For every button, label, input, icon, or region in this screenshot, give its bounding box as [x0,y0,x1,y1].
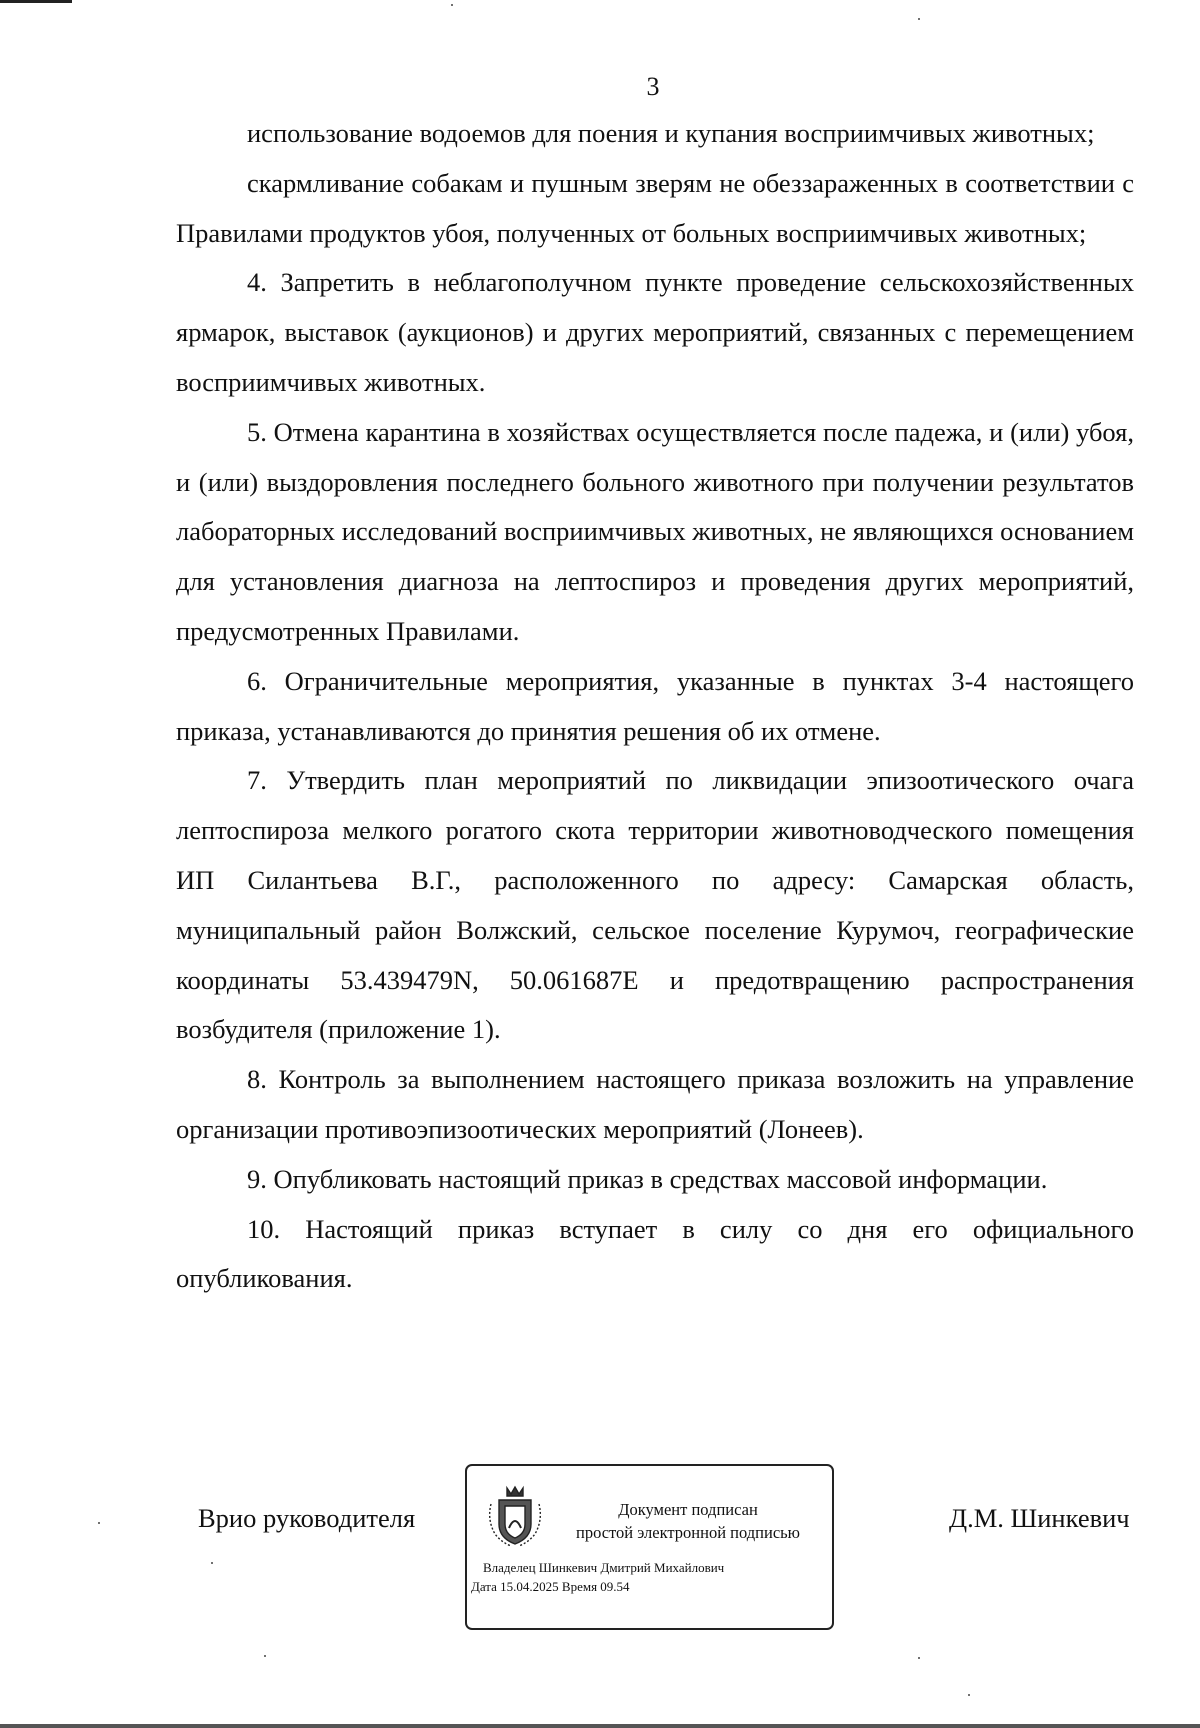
signatory-name: Д.М. Шинкевич [949,1503,1130,1533]
document-body [176,109,1134,1304]
stamp-date: Дата 15.04.2025 Время 09.54 [471,1579,630,1594]
paragraph: 5. Отмена карантина в хозяйствах осуществляется после падежа, и (или) убоя, и (или) выздоровления последнего больного животного при получении результатов лабораторных исследований восприимчивых животных, не являющихся основанием для установления диагноза на лептоспироз и проведения других мероприятий, предусмотренных Правилами. [176,416,1134,646]
paragraph: 6. Ограничительные мероприятия, указанные в пунктах 3-4 настоящего приказа, устанавливаются до принятия решения об их отмене. [176,665,1134,746]
scan-speck [918,1657,920,1659]
stamp-owner: Владелец Шинкевич Дмитрий Михайлович [483,1560,725,1575]
paragraph: 7. Утвердить план мероприятий по ликвидации эпизоотического очага лептоспироза мелкого рогатого скота территории животноводческого помещения ИП Силантьева В.Г., расположенного по адресу: Самарская область, муниципальный район Волжский, сельское поселение Курумоч, географические координаты 53.439479N, 50.061687E и предотвращению распространения возбудителя (приложение 1). [176,765,1134,1045]
scan-edge [0,1724,1200,1728]
paragraph: 9. Опубликовать настоящий приказ в средствах массовой информации. [247,1163,1048,1194]
paragraph: 4. Запретить в неблагополучном пункте проведение сельскохозяйственных ярмарок, выставок (аукционов) и других мероприятий, связанных с перемещением восприимчивых животных. [176,267,1134,397]
scan-speck [264,1655,266,1657]
paragraph: 10. Настоящий приказ вступает в силу со дня его официального опубликования. [176,1213,1134,1294]
page-number: 3 [646,72,660,101]
paragraph: 8. Контроль за выполнением настоящего приказа возложить на управление организации противоэпизоотических мероприятий (Лонеев). [176,1064,1134,1144]
stamp-title-line: Документ подписан [618,1500,758,1519]
paragraph: использование водоемов для поения и купания восприимчивых животных; [247,118,1095,148]
stamp-title [553,1498,823,1544]
stamp-title-line: простой электронной подписью [575,1523,800,1542]
scan-speck [451,4,453,6]
electronic-signature-stamp [465,1464,834,1630]
scan-edge [0,0,72,3]
signature-block [0,1463,1200,1633]
paragraph: скармливание собакам и пушным зверям не обеззараженных в соответствии с Правилами продуктов убоя, полученных от больных восприимчивых животных; [176,167,1134,248]
scan-speck [918,18,920,20]
coat-of-arms-icon [485,1484,545,1550]
signatory-position: Врио руководителя [198,1503,416,1533]
scan-speck [968,1694,970,1696]
